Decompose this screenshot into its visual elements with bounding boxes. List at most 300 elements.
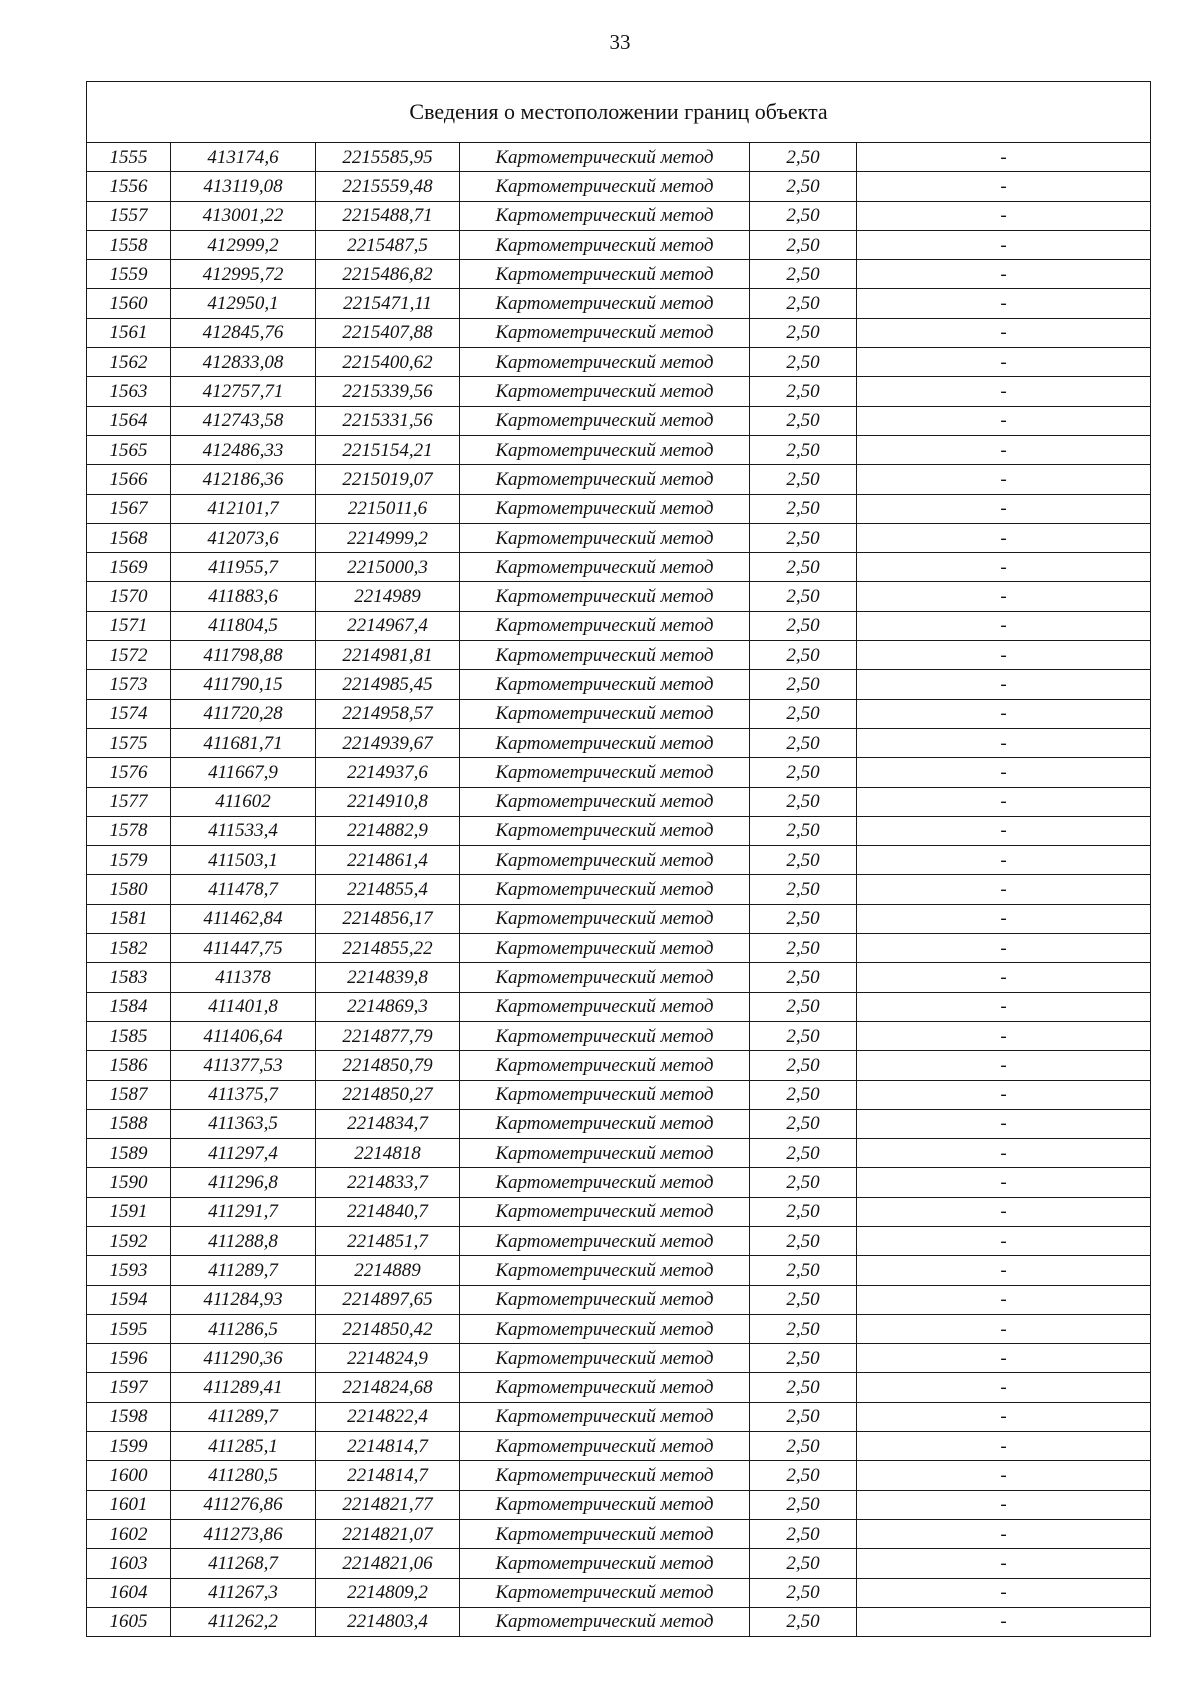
- point-number-cell: 1599: [87, 1432, 171, 1461]
- accuracy-cell: 2,50: [750, 992, 857, 1021]
- y-coordinate-cell: 2214855,4: [316, 875, 460, 904]
- method-cell: Картометрический метод: [460, 1519, 750, 1548]
- method-cell: Картометрический метод: [460, 1607, 750, 1636]
- point-number-cell: 1594: [87, 1285, 171, 1314]
- description-cell: -: [857, 1168, 1151, 1197]
- point-number-cell: 1569: [87, 553, 171, 582]
- method-cell: Картометрический метод: [460, 1168, 750, 1197]
- table-row: [87, 1285, 1151, 1314]
- accuracy-cell: 2,50: [750, 1051, 857, 1080]
- method-cell: Картометрический метод: [460, 1051, 750, 1080]
- y-coordinate-cell: 2214861,4: [316, 846, 460, 875]
- method-cell: Картометрический метод: [460, 1461, 750, 1490]
- accuracy-cell: 2,50: [750, 172, 857, 201]
- description-cell: -: [857, 1314, 1151, 1343]
- y-coordinate-cell: 2214850,79: [316, 1051, 460, 1080]
- point-number-cell: 1589: [87, 1139, 171, 1168]
- point-number-cell: 1555: [87, 143, 171, 172]
- point-number-cell: 1558: [87, 230, 171, 259]
- description-cell: -: [857, 143, 1151, 172]
- table-row: [87, 875, 1151, 904]
- x-coordinate-cell: 411602: [171, 787, 316, 816]
- accuracy-cell: 2,50: [750, 1080, 857, 1109]
- description-cell: -: [857, 1109, 1151, 1138]
- table-row: [87, 172, 1151, 201]
- point-number-cell: 1604: [87, 1578, 171, 1607]
- accuracy-cell: 2,50: [750, 1197, 857, 1226]
- table-row: [87, 435, 1151, 464]
- point-number-cell: 1568: [87, 523, 171, 552]
- table-row: [87, 1080, 1151, 1109]
- accuracy-cell: 2,50: [750, 1109, 857, 1138]
- table-row: [87, 1226, 1151, 1255]
- y-coordinate-cell: 2214803,4: [316, 1607, 460, 1636]
- table-row: [87, 1578, 1151, 1607]
- x-coordinate-cell: 412186,36: [171, 465, 316, 494]
- y-coordinate-cell: 2214958,57: [316, 699, 460, 728]
- accuracy-cell: 2,50: [750, 1519, 857, 1548]
- method-cell: Картометрический метод: [460, 1080, 750, 1109]
- y-coordinate-cell: 2214856,17: [316, 904, 460, 933]
- y-coordinate-cell: 2214877,79: [316, 1021, 460, 1050]
- table-row: [87, 406, 1151, 435]
- table-row: [87, 992, 1151, 1021]
- description-cell: -: [857, 992, 1151, 1021]
- description-cell: -: [857, 1578, 1151, 1607]
- table-row: [87, 670, 1151, 699]
- y-coordinate-cell: 2215488,71: [316, 201, 460, 230]
- method-cell: Картометрический метод: [460, 1549, 750, 1578]
- accuracy-cell: 2,50: [750, 904, 857, 933]
- method-cell: Картометрический метод: [460, 465, 750, 494]
- method-cell: Картометрический метод: [460, 904, 750, 933]
- method-cell: Картометрический метод: [460, 1139, 750, 1168]
- accuracy-cell: 2,50: [750, 1461, 857, 1490]
- description-cell: -: [857, 904, 1151, 933]
- accuracy-cell: 2,50: [750, 1285, 857, 1314]
- description-cell: -: [857, 699, 1151, 728]
- x-coordinate-cell: 411273,86: [171, 1519, 316, 1548]
- x-coordinate-cell: 411363,5: [171, 1109, 316, 1138]
- y-coordinate-cell: 2215471,11: [316, 289, 460, 318]
- table-row: [87, 1373, 1151, 1402]
- table-body: [87, 143, 1151, 1637]
- x-coordinate-cell: 411375,7: [171, 1080, 316, 1109]
- point-number-cell: 1605: [87, 1607, 171, 1636]
- accuracy-cell: 2,50: [750, 816, 857, 845]
- description-cell: -: [857, 1226, 1151, 1255]
- description-cell: -: [857, 523, 1151, 552]
- accuracy-cell: 2,50: [750, 377, 857, 406]
- description-cell: -: [857, 1197, 1151, 1226]
- description-cell: -: [857, 318, 1151, 347]
- method-cell: Картометрический метод: [460, 641, 750, 670]
- point-number-cell: 1566: [87, 465, 171, 494]
- point-number-cell: 1561: [87, 318, 171, 347]
- point-number-cell: 1588: [87, 1109, 171, 1138]
- point-number-cell: 1573: [87, 670, 171, 699]
- table-row: [87, 553, 1151, 582]
- accuracy-cell: 2,50: [750, 963, 857, 992]
- table-row: [87, 1402, 1151, 1431]
- point-number-cell: 1597: [87, 1373, 171, 1402]
- accuracy-cell: 2,50: [750, 787, 857, 816]
- x-coordinate-cell: 411720,28: [171, 699, 316, 728]
- y-coordinate-cell: 2214882,9: [316, 816, 460, 845]
- accuracy-cell: 2,50: [750, 143, 857, 172]
- method-cell: Картометрический метод: [460, 992, 750, 1021]
- table-row: [87, 1109, 1151, 1138]
- x-coordinate-cell: 411268,7: [171, 1549, 316, 1578]
- y-coordinate-cell: 2214989: [316, 582, 460, 611]
- accuracy-cell: 2,50: [750, 1344, 857, 1373]
- accuracy-cell: 2,50: [750, 582, 857, 611]
- y-coordinate-cell: 2214822,4: [316, 1402, 460, 1431]
- table-row: [87, 289, 1151, 318]
- method-cell: Картометрический метод: [460, 1344, 750, 1373]
- table-row: [87, 1519, 1151, 1548]
- point-number-cell: 1557: [87, 201, 171, 230]
- accuracy-cell: 2,50: [750, 728, 857, 757]
- x-coordinate-cell: 411296,8: [171, 1168, 316, 1197]
- point-number-cell: 1562: [87, 348, 171, 377]
- table-row: [87, 787, 1151, 816]
- y-coordinate-cell: 2215019,07: [316, 465, 460, 494]
- table-row: [87, 1051, 1151, 1080]
- x-coordinate-cell: 412101,7: [171, 494, 316, 523]
- table-row: [87, 260, 1151, 289]
- accuracy-cell: 2,50: [750, 406, 857, 435]
- point-number-cell: 1595: [87, 1314, 171, 1343]
- y-coordinate-cell: 2214851,7: [316, 1226, 460, 1255]
- point-number-cell: 1591: [87, 1197, 171, 1226]
- description-cell: -: [857, 1519, 1151, 1548]
- accuracy-cell: 2,50: [750, 435, 857, 464]
- description-cell: -: [857, 377, 1151, 406]
- table-row: [87, 201, 1151, 230]
- method-cell: Картометрический метод: [460, 318, 750, 347]
- description-cell: -: [857, 1139, 1151, 1168]
- x-coordinate-cell: 411290,36: [171, 1344, 316, 1373]
- point-number-cell: 1580: [87, 875, 171, 904]
- table-row: [87, 846, 1151, 875]
- accuracy-cell: 2,50: [750, 758, 857, 787]
- accuracy-cell: 2,50: [750, 1402, 857, 1431]
- method-cell: Картометрический метод: [460, 1021, 750, 1050]
- table-header-row: [87, 82, 1151, 143]
- x-coordinate-cell: 412995,72: [171, 260, 316, 289]
- point-number-cell: 1579: [87, 846, 171, 875]
- point-number-cell: 1585: [87, 1021, 171, 1050]
- accuracy-cell: 2,50: [750, 289, 857, 318]
- description-cell: -: [857, 1490, 1151, 1519]
- x-coordinate-cell: 413001,22: [171, 201, 316, 230]
- description-cell: -: [857, 1080, 1151, 1109]
- y-coordinate-cell: 2214967,4: [316, 611, 460, 640]
- x-coordinate-cell: 411798,88: [171, 641, 316, 670]
- point-number-cell: 1603: [87, 1549, 171, 1578]
- x-coordinate-cell: 412073,6: [171, 523, 316, 552]
- point-number-cell: 1578: [87, 816, 171, 845]
- y-coordinate-cell: 2214809,2: [316, 1578, 460, 1607]
- description-cell: -: [857, 846, 1151, 875]
- description-cell: -: [857, 1432, 1151, 1461]
- y-coordinate-cell: 2214840,7: [316, 1197, 460, 1226]
- method-cell: Картометрический метод: [460, 494, 750, 523]
- x-coordinate-cell: 413119,08: [171, 172, 316, 201]
- method-cell: Картометрический метод: [460, 1578, 750, 1607]
- method-cell: Картометрический метод: [460, 1490, 750, 1519]
- method-cell: Картометрический метод: [460, 553, 750, 582]
- accuracy-cell: 2,50: [750, 934, 857, 963]
- x-coordinate-cell: 411804,5: [171, 611, 316, 640]
- description-cell: -: [857, 582, 1151, 611]
- accuracy-cell: 2,50: [750, 1373, 857, 1402]
- y-coordinate-cell: 2215400,62: [316, 348, 460, 377]
- x-coordinate-cell: 411378: [171, 963, 316, 992]
- accuracy-cell: 2,50: [750, 670, 857, 699]
- description-cell: -: [857, 1256, 1151, 1285]
- accuracy-cell: 2,50: [750, 1226, 857, 1255]
- table-row: [87, 143, 1151, 172]
- y-coordinate-cell: 2214821,07: [316, 1519, 460, 1548]
- table-row: [87, 758, 1151, 787]
- y-coordinate-cell: 2215339,56: [316, 377, 460, 406]
- accuracy-cell: 2,50: [750, 1314, 857, 1343]
- table-row: [87, 1607, 1151, 1636]
- x-coordinate-cell: 411289,7: [171, 1256, 316, 1285]
- y-coordinate-cell: 2215585,95: [316, 143, 460, 172]
- x-coordinate-cell: 411462,84: [171, 904, 316, 933]
- page-number: 33: [609, 30, 631, 54]
- accuracy-cell: 2,50: [750, 1256, 857, 1285]
- method-cell: Картометрический метод: [460, 143, 750, 172]
- accuracy-cell: 2,50: [750, 699, 857, 728]
- accuracy-cell: 2,50: [750, 523, 857, 552]
- table-row: [87, 1021, 1151, 1050]
- method-cell: Картометрический метод: [460, 963, 750, 992]
- point-number-cell: 1572: [87, 641, 171, 670]
- x-coordinate-cell: 411883,6: [171, 582, 316, 611]
- y-coordinate-cell: 2214981,81: [316, 641, 460, 670]
- table-row: [87, 1256, 1151, 1285]
- x-coordinate-cell: 411286,5: [171, 1314, 316, 1343]
- method-cell: Картометрический метод: [460, 699, 750, 728]
- point-number-cell: 1582: [87, 934, 171, 963]
- table-row: [87, 904, 1151, 933]
- accuracy-cell: 2,50: [750, 1490, 857, 1519]
- description-cell: -: [857, 728, 1151, 757]
- x-coordinate-cell: 411285,1: [171, 1432, 316, 1461]
- table-row: [87, 348, 1151, 377]
- table-row: [87, 1197, 1151, 1226]
- method-cell: Картометрический метод: [460, 1226, 750, 1255]
- x-coordinate-cell: 412845,76: [171, 318, 316, 347]
- description-cell: -: [857, 465, 1151, 494]
- accuracy-cell: 2,50: [750, 553, 857, 582]
- x-coordinate-cell: 412757,71: [171, 377, 316, 406]
- table-row: [87, 1344, 1151, 1373]
- x-coordinate-cell: 411406,64: [171, 1021, 316, 1050]
- accuracy-cell: 2,50: [750, 1168, 857, 1197]
- method-cell: Картометрический метод: [460, 523, 750, 552]
- accuracy-cell: 2,50: [750, 1607, 857, 1636]
- description-cell: -: [857, 260, 1151, 289]
- y-coordinate-cell: 2215000,3: [316, 553, 460, 582]
- x-coordinate-cell: 412833,08: [171, 348, 316, 377]
- point-number-cell: 1583: [87, 963, 171, 992]
- description-cell: -: [857, 787, 1151, 816]
- accuracy-cell: 2,50: [750, 611, 857, 640]
- y-coordinate-cell: 2215487,5: [316, 230, 460, 259]
- accuracy-cell: 2,50: [750, 641, 857, 670]
- accuracy-cell: 2,50: [750, 1139, 857, 1168]
- y-coordinate-cell: 2214985,45: [316, 670, 460, 699]
- method-cell: Картометрический метод: [460, 582, 750, 611]
- description-cell: -: [857, 875, 1151, 904]
- method-cell: Картометрический метод: [460, 758, 750, 787]
- y-coordinate-cell: 2214821,06: [316, 1549, 460, 1578]
- accuracy-cell: 2,50: [750, 875, 857, 904]
- method-cell: Картометрический метод: [460, 1314, 750, 1343]
- table-row: [87, 816, 1151, 845]
- point-number-cell: 1587: [87, 1080, 171, 1109]
- y-coordinate-cell: 2214999,2: [316, 523, 460, 552]
- y-coordinate-cell: 2215407,88: [316, 318, 460, 347]
- point-number-cell: 1570: [87, 582, 171, 611]
- x-coordinate-cell: 411401,8: [171, 992, 316, 1021]
- point-number-cell: 1556: [87, 172, 171, 201]
- x-coordinate-cell: 412743,58: [171, 406, 316, 435]
- table-row: [87, 377, 1151, 406]
- method-cell: Картометрический метод: [460, 201, 750, 230]
- y-coordinate-cell: 2215559,48: [316, 172, 460, 201]
- point-number-cell: 1574: [87, 699, 171, 728]
- y-coordinate-cell: 2214855,22: [316, 934, 460, 963]
- method-cell: Картометрический метод: [460, 1285, 750, 1314]
- point-number-cell: 1575: [87, 728, 171, 757]
- x-coordinate-cell: 411289,7: [171, 1402, 316, 1431]
- y-coordinate-cell: 2215011,6: [316, 494, 460, 523]
- method-cell: Картометрический метод: [460, 230, 750, 259]
- description-cell: -: [857, 670, 1151, 699]
- point-number-cell: 1601: [87, 1490, 171, 1519]
- x-coordinate-cell: 411667,9: [171, 758, 316, 787]
- y-coordinate-cell: 2214824,9: [316, 1344, 460, 1373]
- description-cell: -: [857, 1373, 1151, 1402]
- accuracy-cell: 2,50: [750, 465, 857, 494]
- table-row: [87, 934, 1151, 963]
- description-cell: -: [857, 816, 1151, 845]
- description-cell: -: [857, 201, 1151, 230]
- method-cell: Картометрический метод: [460, 260, 750, 289]
- description-cell: -: [857, 172, 1151, 201]
- method-cell: Картометрический метод: [460, 670, 750, 699]
- method-cell: Картометрический метод: [460, 172, 750, 201]
- y-coordinate-cell: 2214839,8: [316, 963, 460, 992]
- table-row: [87, 523, 1151, 552]
- point-number-cell: 1560: [87, 289, 171, 318]
- point-number-cell: 1577: [87, 787, 171, 816]
- y-coordinate-cell: 2214939,67: [316, 728, 460, 757]
- accuracy-cell: 2,50: [750, 230, 857, 259]
- x-coordinate-cell: 411267,3: [171, 1578, 316, 1607]
- x-coordinate-cell: 411288,8: [171, 1226, 316, 1255]
- method-cell: Картометрический метод: [460, 435, 750, 464]
- point-number-cell: 1565: [87, 435, 171, 464]
- point-number-cell: 1584: [87, 992, 171, 1021]
- y-coordinate-cell: 2214897,65: [316, 1285, 460, 1314]
- point-number-cell: 1602: [87, 1519, 171, 1548]
- method-cell: Картометрический метод: [460, 289, 750, 318]
- x-coordinate-cell: 411955,7: [171, 553, 316, 582]
- point-number-cell: 1581: [87, 904, 171, 933]
- description-cell: -: [857, 758, 1151, 787]
- method-cell: Картометрический метод: [460, 1432, 750, 1461]
- table-row: [87, 1314, 1151, 1343]
- y-coordinate-cell: 2214818: [316, 1139, 460, 1168]
- point-number-cell: 1563: [87, 377, 171, 406]
- y-coordinate-cell: 2214937,6: [316, 758, 460, 787]
- method-cell: Картометрический метод: [460, 406, 750, 435]
- accuracy-cell: 2,50: [750, 1549, 857, 1578]
- description-cell: -: [857, 641, 1151, 670]
- table-row: [87, 1461, 1151, 1490]
- point-number-cell: 1592: [87, 1226, 171, 1255]
- x-coordinate-cell: 412486,33: [171, 435, 316, 464]
- accuracy-cell: 2,50: [750, 494, 857, 523]
- x-coordinate-cell: 412950,1: [171, 289, 316, 318]
- description-cell: -: [857, 1344, 1151, 1373]
- description-cell: -: [857, 1549, 1151, 1578]
- description-cell: -: [857, 230, 1151, 259]
- point-number-cell: 1559: [87, 260, 171, 289]
- description-cell: -: [857, 406, 1151, 435]
- y-coordinate-cell: 2214824,68: [316, 1373, 460, 1402]
- point-number-cell: 1567: [87, 494, 171, 523]
- y-coordinate-cell: 2215154,21: [316, 435, 460, 464]
- description-cell: -: [857, 1285, 1151, 1314]
- table-row: [87, 230, 1151, 259]
- method-cell: Картометрический метод: [460, 348, 750, 377]
- y-coordinate-cell: 2214910,8: [316, 787, 460, 816]
- x-coordinate-cell: 411297,4: [171, 1139, 316, 1168]
- table-row: [87, 494, 1151, 523]
- accuracy-cell: 2,50: [750, 846, 857, 875]
- x-coordinate-cell: 411284,93: [171, 1285, 316, 1314]
- table-row: [87, 1432, 1151, 1461]
- point-number-cell: 1571: [87, 611, 171, 640]
- x-coordinate-cell: 411790,15: [171, 670, 316, 699]
- description-cell: -: [857, 1051, 1151, 1080]
- accuracy-cell: 2,50: [750, 318, 857, 347]
- description-cell: -: [857, 934, 1151, 963]
- y-coordinate-cell: 2214869,3: [316, 992, 460, 1021]
- point-number-cell: 1598: [87, 1402, 171, 1431]
- point-number-cell: 1600: [87, 1461, 171, 1490]
- x-coordinate-cell: 411291,7: [171, 1197, 316, 1226]
- method-cell: Картометрический метод: [460, 728, 750, 757]
- table-row: [87, 963, 1151, 992]
- method-cell: Картометрический метод: [460, 934, 750, 963]
- y-coordinate-cell: 2214850,27: [316, 1080, 460, 1109]
- table-row: [87, 465, 1151, 494]
- point-number-cell: 1596: [87, 1344, 171, 1373]
- x-coordinate-cell: 411262,2: [171, 1607, 316, 1636]
- method-cell: Картометрический метод: [460, 377, 750, 406]
- description-cell: -: [857, 348, 1151, 377]
- y-coordinate-cell: 2215331,56: [316, 406, 460, 435]
